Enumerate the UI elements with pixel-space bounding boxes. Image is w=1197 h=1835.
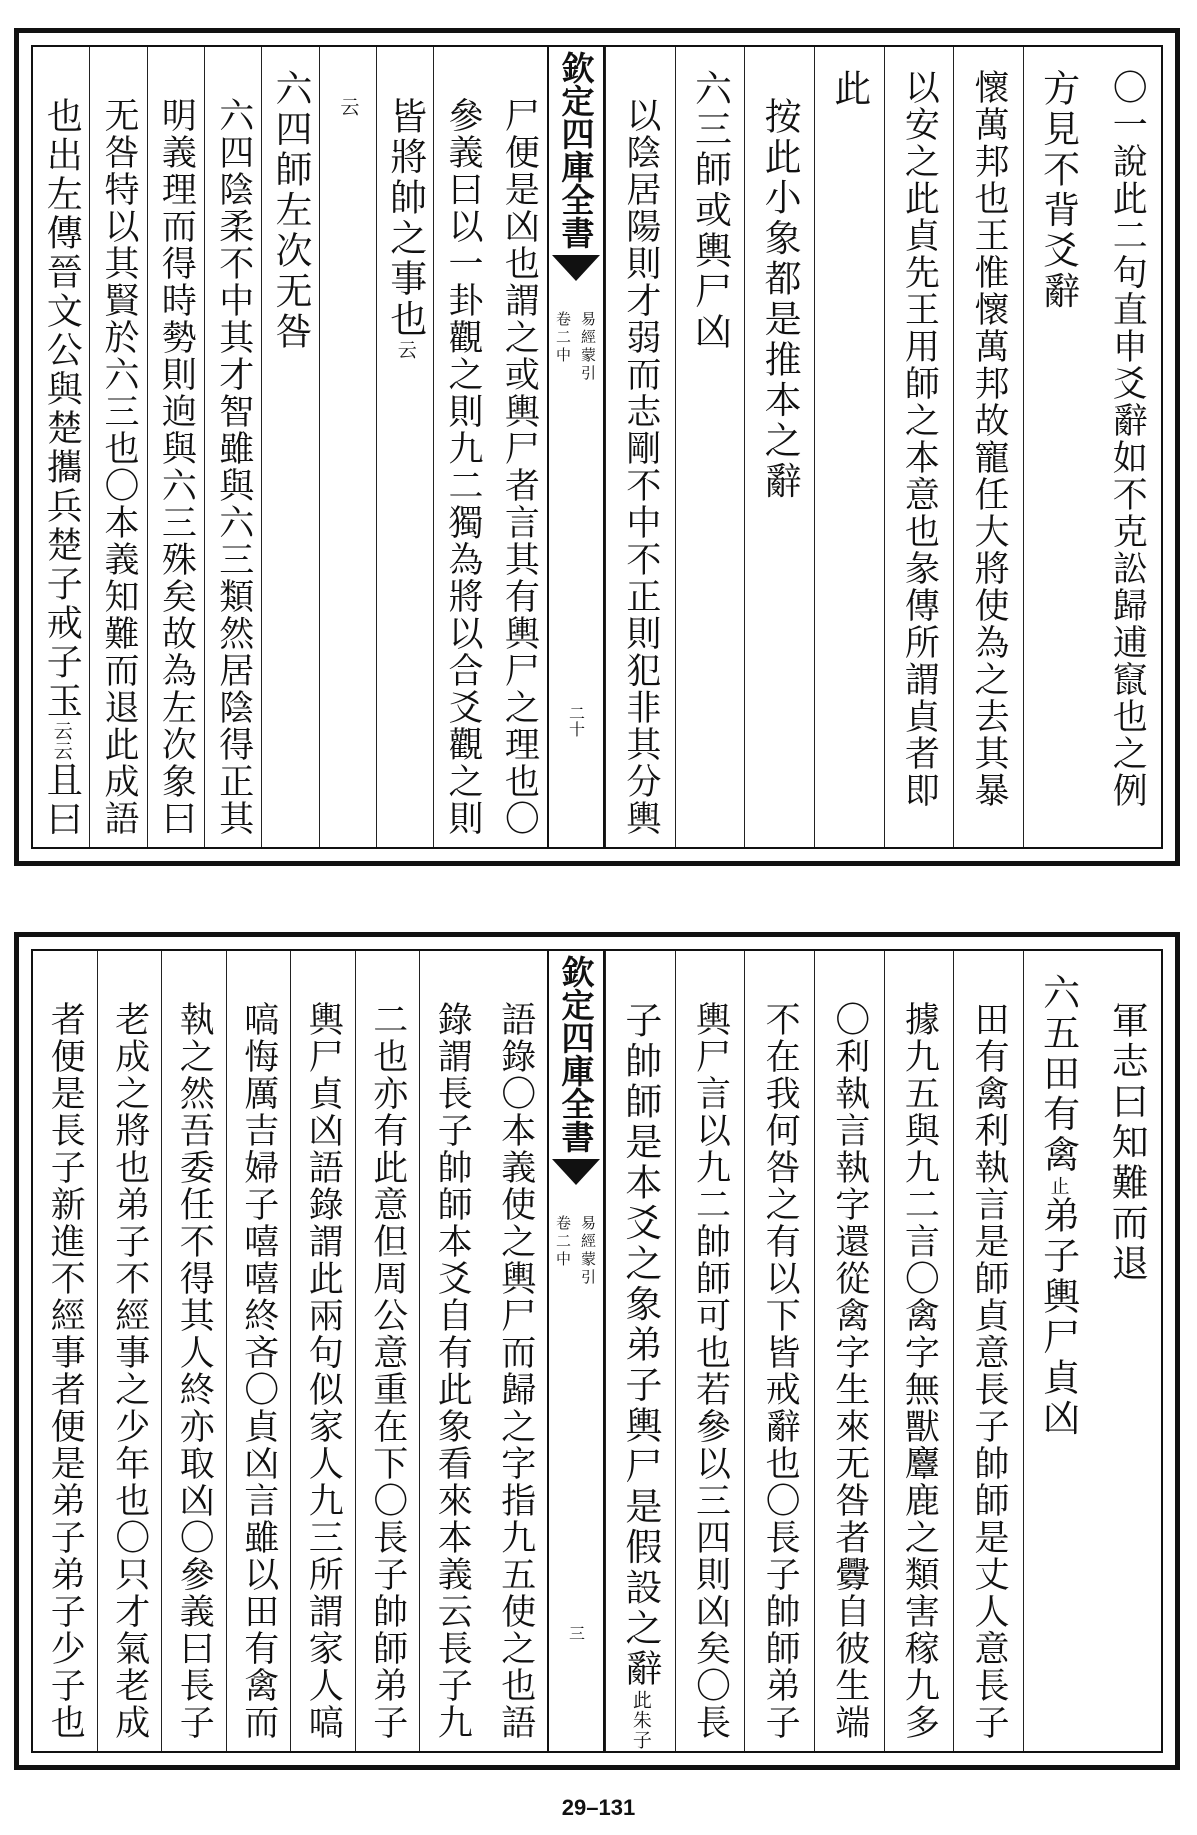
column-text: 六三師或輿尸凶 <box>688 69 732 353</box>
gutter-volume: 卷二中 <box>554 311 572 365</box>
column-annotation: 此朱子 <box>629 1689 652 1750</box>
text-column <box>484 951 548 1751</box>
column-text: 據九五與九二言〇禽字無獸麞鹿之類害稼九多 <box>899 1001 940 1741</box>
text-column <box>1023 951 1093 1751</box>
column-text: 以陰居陽則才弱而志剛不中不正則犯非其分輿 <box>620 97 661 837</box>
text-column <box>1092 47 1161 847</box>
text-column <box>814 47 884 847</box>
page-number: 29–131 <box>561 1795 636 1820</box>
bottom-page-panel <box>14 932 1180 1770</box>
column-text: 輿尸貞凶語錄謂此兩句似家人九三所謂家人嗃 <box>303 1001 344 1741</box>
text-column <box>605 951 675 1751</box>
text-column <box>97 951 162 1751</box>
column-text: 語錄〇本義使之輿尸而歸之字指九五使之也語 <box>495 1001 536 1741</box>
text-column <box>491 47 547 847</box>
column-text: 二也亦有此意但周公意重在下〇長子帥師弟子 <box>367 1001 408 1741</box>
text-column <box>204 47 261 847</box>
center-gutter <box>547 951 605 1751</box>
column-text-continued: 且曰 <box>41 761 83 839</box>
column-text: 以安之此貞先王用師之本意也彖傳所謂貞者即 <box>899 69 940 809</box>
column-text: 方見不背爻辭 <box>1036 69 1080 312</box>
text-column <box>744 47 814 847</box>
gutter-book-title: 易經蒙引 <box>579 1215 597 1287</box>
column-text: 錄謂長子帥師本爻自有此象看來本義云長子九 <box>432 1001 473 1741</box>
text-column <box>1092 951 1161 1751</box>
column-annotation: 云 <box>337 97 360 117</box>
column-annotation: 止 <box>1047 1175 1070 1196</box>
text-column <box>433 47 490 847</box>
gutter-book-title: 易經蒙引 <box>579 311 597 383</box>
column-text: 輿尸言以九二帥師可也若參以三四則凶矣〇長 <box>690 1001 731 1741</box>
text-column <box>675 47 745 847</box>
text-column <box>147 47 204 847</box>
text-column <box>376 47 433 847</box>
column-text: 執之然吾委任不得其人終亦取凶〇參義曰長子 <box>174 1001 215 1741</box>
gutter-title: 欽定四庫全書 <box>556 51 596 249</box>
center-gutter <box>547 47 605 847</box>
column-annotation: 云 <box>394 340 417 360</box>
column-annotation: 云云 <box>50 721 73 761</box>
text-column <box>953 47 1023 847</box>
column-text: 六四師左次无咎 <box>269 69 313 353</box>
left-half-columns <box>33 951 547 1751</box>
column-text: 无咎特以其賢於六三也〇本義知難而退此成語 <box>99 97 140 837</box>
text-column <box>89 47 146 847</box>
column-text: 皆將帥之事也 <box>383 97 427 340</box>
column-text: 懷萬邦也王惟懷萬邦故寵任大將使為之去其暴 <box>968 69 1009 809</box>
column-text: 〇利執言執字還從禽字生來无咎者釁自彼生端 <box>829 1001 870 1741</box>
text-column <box>1023 47 1093 847</box>
text-column <box>290 951 355 1751</box>
column-text: 軍志曰知難而退 <box>1105 1001 1149 1285</box>
text-column <box>161 951 226 1751</box>
text-column <box>953 951 1023 1751</box>
text-column <box>355 951 420 1751</box>
right-half-columns <box>605 47 1161 847</box>
left-half-columns <box>33 47 547 847</box>
text-column <box>605 47 675 847</box>
text-column <box>226 951 291 1751</box>
gutter-volume: 卷二中 <box>554 1215 572 1269</box>
text-column <box>33 47 89 847</box>
gutter-page-number: 三 <box>566 1625 586 1641</box>
gutter-title: 欽定四庫全書 <box>556 955 596 1153</box>
right-half-columns <box>605 951 1161 1751</box>
column-text: 六四陰柔不中其才智雖與六三類然居陰得正其 <box>213 97 254 837</box>
column-text: 子帥師是本爻之象弟子輿尸是假設之辭 <box>618 1001 662 1690</box>
column-text: 也出左傳晉文公與楚攜兵楚子戒子玉 <box>41 97 83 721</box>
text-column <box>33 951 97 1751</box>
column-text-continued: 弟子輿尸貞凶 <box>1036 1195 1080 1439</box>
text-column <box>814 951 884 1751</box>
fish-tail-mark-icon <box>552 255 600 281</box>
column-text: 不在我何咎之有以下皆戒辭也〇長子帥師弟子 <box>760 1001 801 1741</box>
column-text: 參義曰以一卦觀之則九二獨為將以合爻觀之則 <box>443 97 484 837</box>
column-text: 此 <box>827 69 871 110</box>
text-column <box>261 47 318 847</box>
column-text: 六五田有禽 <box>1036 973 1080 1176</box>
text-column <box>884 47 954 847</box>
column-text: 老成之將也弟子不經事之少年也〇只才氣老成 <box>109 1001 150 1741</box>
column-text: 者便是長子新進不經事者便是弟子弟子少子也 <box>45 1001 86 1741</box>
text-column <box>419 951 484 1751</box>
text-column <box>744 951 814 1751</box>
column-text: 尸便是凶也謂之或輿尸者言其有輿尸之理也〇 <box>499 97 540 837</box>
column-text: 嗃悔厲吉婦子嘻嘻終吝〇貞凶言雖以田有禽而 <box>238 1001 279 1741</box>
text-column <box>319 47 376 847</box>
gutter-page-number: 二十 <box>566 705 586 737</box>
text-column <box>884 951 954 1751</box>
column-text: 按此小象都是推本之辭 <box>758 97 802 502</box>
top-page-panel <box>14 28 1180 866</box>
text-column <box>675 951 745 1751</box>
column-text: 田有禽利執言是師貞意長子帥師是丈人意長子 <box>968 1001 1009 1741</box>
fish-tail-mark-icon <box>552 1159 600 1185</box>
column-text: 〇一說此二句直申爻辭如不克訟歸逋竄也之例 <box>1107 69 1148 809</box>
column-text: 明義理而得時勢則逈與六三殊矣故為左次象曰 <box>156 97 197 837</box>
